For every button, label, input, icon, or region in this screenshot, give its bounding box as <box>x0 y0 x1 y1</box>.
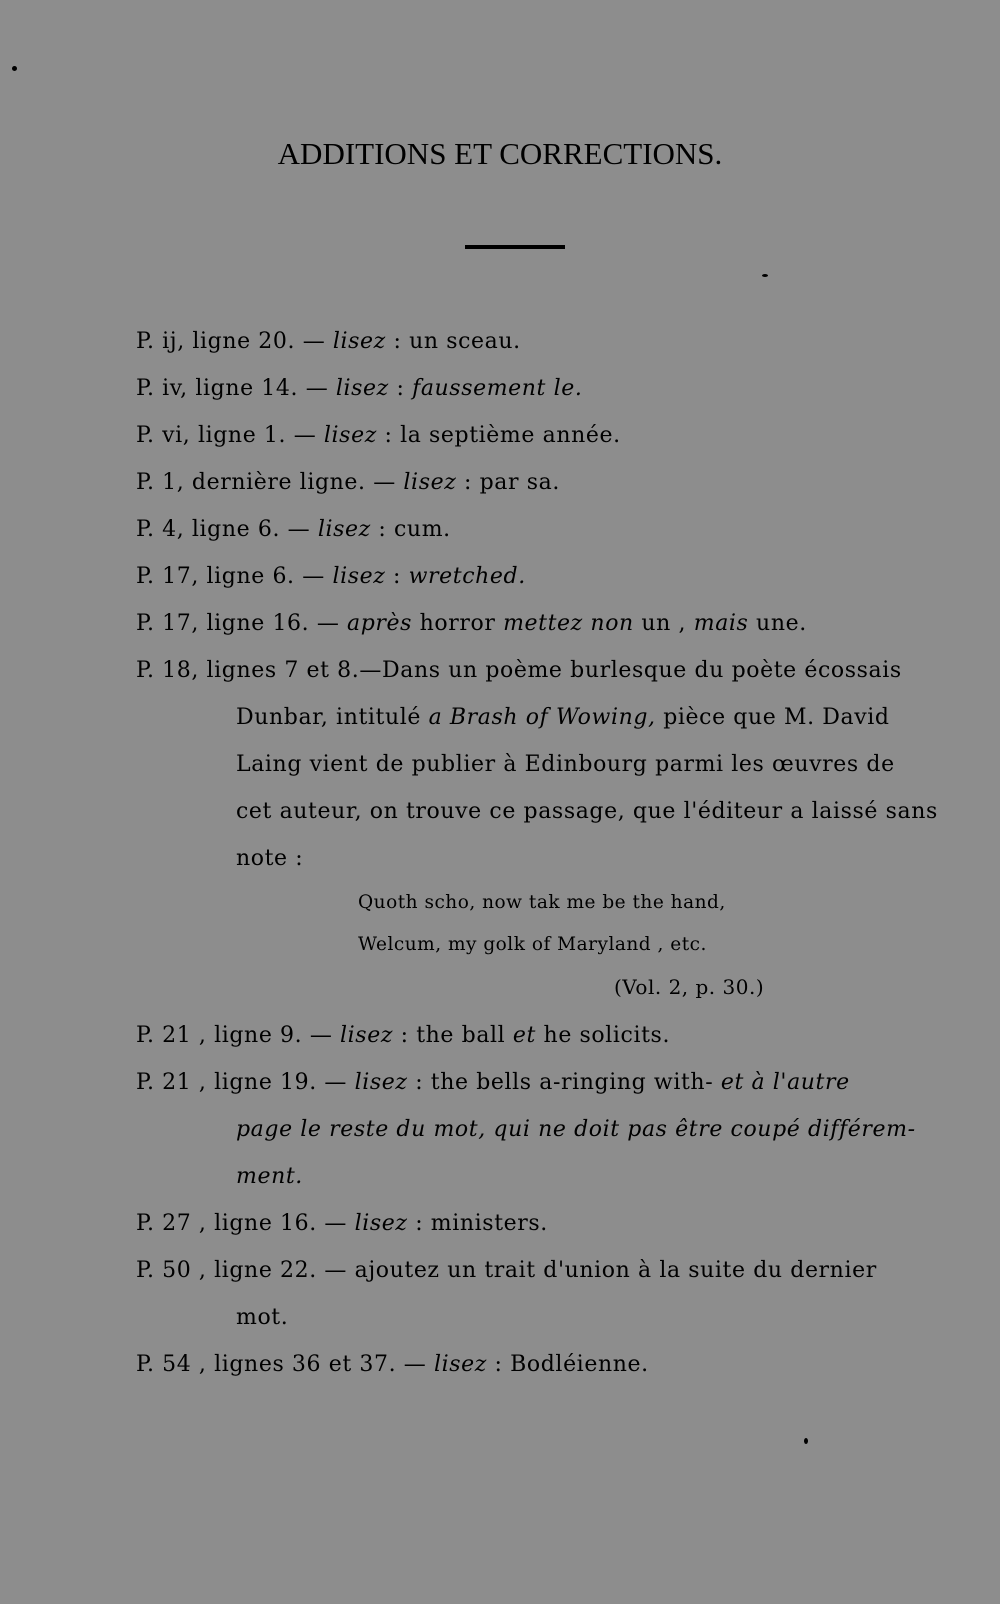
correction-entry: P. vi, ligne 1. — lisez : la septième année. <box>136 423 621 448</box>
correction-entry: P. 50 , ligne 22. — ajoutez un trait d'union à la suite du dernier mot. <box>136 1258 877 1330</box>
title-rule <box>465 245 565 249</box>
correction-entry: P. 18, lignes 7 et 8.—Dans un poème burlesque du poète écossais Dunbar, intitulé a Brash of Wowing, pièce que M. David Laing vient de publier à Edinbourg parmi les œuvres de cet auteur, on trouve ce passage, que l'éditeur a laissé sans note : <box>136 658 938 871</box>
correction-entry: P. 21 , ligne 19. — lisez : the bells a-ringing with- et à l'autre page le reste du mot, qui ne doit pas être coupé différem- ment. <box>136 1070 916 1189</box>
verse-line: Welcum, my golk of Maryland , etc. <box>358 934 707 955</box>
correction-entry: P. 1, dernière ligne. — lisez : par sa. <box>136 470 560 495</box>
correction-entry: P. 17, ligne 16. — après horror mettez non un , mais une. <box>136 611 807 636</box>
ink-speck <box>12 66 17 71</box>
ink-speck <box>804 1438 808 1444</box>
ink-speck <box>762 274 768 277</box>
page-title: ADDITIONS ET CORRECTIONS. <box>277 136 723 171</box>
correction-entry: P. iv, ligne 14. — lisez : faussement le. <box>136 376 583 401</box>
corrections-list <box>136 318 938 1388</box>
correction-entry: P. 21 , ligne 9. — lisez : the ball et he solicits. <box>136 1023 671 1048</box>
verse-reference: (Vol. 2, p. 30.) <box>614 975 765 999</box>
correction-entry: P. 4, ligne 6. — lisez : cum. <box>136 517 451 542</box>
correction-entry: P. 54 , lignes 36 et 37. — lisez : Bodléienne. <box>136 1352 649 1377</box>
correction-entry: P. 27 , ligne 16. — lisez : ministers. <box>136 1211 548 1236</box>
verse-line: Quoth scho, now tak me be the hand, <box>358 892 726 913</box>
correction-entry: P. 17, ligne 6. — lisez : wretched. <box>136 564 526 589</box>
correction-entry: P. ij, ligne 20. — lisez : un sceau. <box>136 329 521 354</box>
